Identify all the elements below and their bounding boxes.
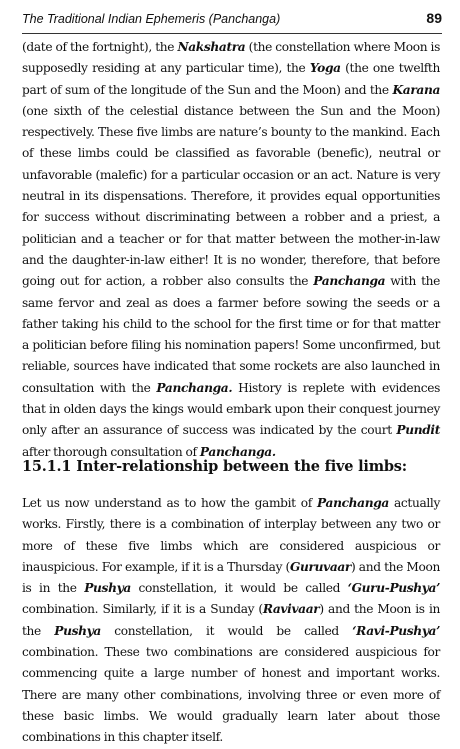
text-run: after thorough consultation of [22, 444, 200, 459]
term-pundit: Pundit [396, 423, 440, 438]
text-run: combination. Similarly, if it is a Sunday ( [22, 602, 263, 617]
term-ravi-pushya: ‘Ravi-Pushya’ [352, 623, 440, 638]
section-title: Inter-relationship between the five limbs: [76, 458, 407, 475]
term-panchanga: Panchanga [313, 274, 386, 289]
text-run: (date of the fortnight), the [22, 40, 178, 54]
text-run: (the constellation where Moon is supposedly residing at any particular time), the [22, 40, 440, 76]
text-run: History is replete with evidences that in olden days the kings would embark upon their conquest journey only after an assurance of success was indicated by the court [22, 380, 441, 438]
header-rule [22, 33, 442, 34]
body-paragraph-2 [22, 493, 440, 749]
text-run: Let us now understand as to how the gambit of [22, 496, 318, 510]
text-run: constellation, it would be called [130, 581, 348, 596]
section-heading [22, 458, 440, 475]
term-ravivaar: Ravivaar [262, 602, 320, 617]
term-panchanga: Panchanga. [199, 444, 276, 459]
text-run: combination. These two combinations are considered auspicious for commencing quite a large number of honest and important works. There are many other combinations, involving three or even more of these basic limbs. We would gradually learn later about those combinations in this chapter itself. [22, 645, 440, 745]
section-number: 15.1.1 [22, 458, 72, 475]
term-karana: Karana [392, 82, 440, 97]
text-run: ) and the Moon is in the [22, 559, 440, 596]
running-header-title: The Traditional Indian Ephemeris (Panchanga) [22, 12, 281, 26]
body-paragraph-1 [22, 37, 440, 463]
text-run: ) and the Moon is in the [22, 602, 441, 638]
text-run: with the same fervor and zeal as does a farmer before sowing the seeds or a father taking his child to the school for the first time or for that matter a politician before filing his nomination papers! Some unconfirmed, but reliable, sources have indicated that some rockets are also launched in consultation with the [22, 274, 440, 395]
term-panchanga: Panchanga [317, 496, 389, 510]
text-run: (one sixth of the celestial distance between the Sun and the Moon) respectively. These five limbs are nature’s bounty to the mankind. Each of these limbs could be classified as favorable (benefic), neutral or unfavorable (malefic) for a particular occasion or an act. Nature is very neutral in its dispensations. Therefore, it provides equal opportunities for success without discriminating between a robber and a priest, a politician and a teacher or for that matter between the mother-in-law and the daughter-in-law either! It is no wonder, therefore, that before going out for action, a robber also consults the [22, 103, 440, 289]
text-run: constellation, it would be called [100, 623, 353, 638]
term-pushya: Pushya [54, 623, 101, 638]
text-run: actually works. Firstly, there is a combination of interplay between any two or more of these five limbs which are considered auspicious or inauspicious. For example, if it is a Thursday ( [22, 496, 440, 574]
running-header [22, 9, 442, 35]
page-number: 89 [426, 10, 442, 26]
term-nakshatra: Nakshatra [177, 40, 246, 54]
text-run: (the one twelfth part of sum of the longitude of the Sun and the Moon) and the [22, 61, 440, 97]
term-panchanga: Panchanga. [156, 380, 233, 395]
term-yoga: Yoga [309, 61, 341, 76]
term-guru-pushya: ‘Guru-Pushya’ [347, 581, 440, 596]
term-guruvaar: Guruvaar [289, 559, 351, 574]
term-pushya: Pushya [84, 581, 131, 596]
